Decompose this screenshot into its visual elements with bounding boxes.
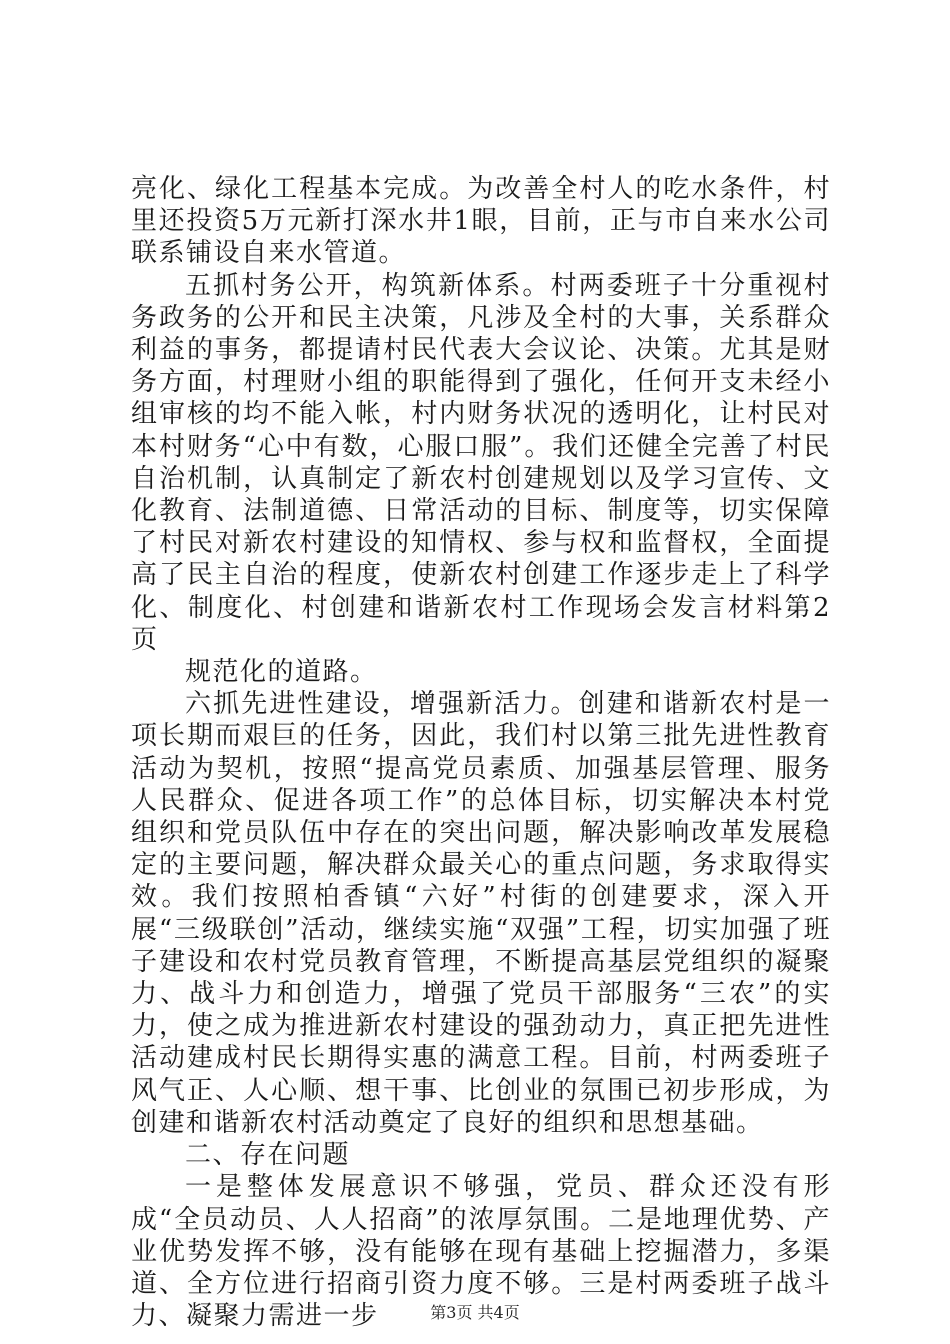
paragraph-advanced-construction: 六抓先进性建设，增强新活力。创建和谐新农村是一项长期而艰巨的任务，因此，我们村以第三批先进性教育活动为契机，按照“提高党员素质、加强基层管理、服务人民群众、促进各项工作”的总体目标，切实解决本村党组织和党员队伍中存在的突出问题，解决影响改革发展稳定的主要问题，解决群众最关心的重点问题，务求取得实效。我们按照柏香镇“六好”村街的创建要求，深入开展“三级联创”活动，继续实施“双强”工程，切实加强了班子建设和农村党员教育管理，不断提高基层党组织的凝聚力、战斗力和创造力，增强了党员干部服务“三农”的实力，使之成为推进新农村建设的强劲动力，真正把先进性活动建成村民长期得实惠的满意工程。目前，村两委班子风气正、人心顺、想干事、比创业的氛围已初步形成，为创建和谐新农村活动奠定了良好的组织和思想基础。 [131, 689, 831, 1138]
paragraph-problems: 一是整体发展意识不够强，党员、群众还没有形成“全员动员、人人招商”的浓厚氛围。二是地理优势、产业优势发挥不够，没有能够在现有基础上挖掘潜力，多渠道、全方位进行招商引资力度不够。三是村两委班子战斗力、凝聚力需进一步 [131, 1172, 831, 1332]
paragraph-standardization: 规范化的道路。 [185, 657, 378, 688]
section-heading-problems: 二、存在问题 [185, 1140, 351, 1171]
paragraph-continuation: 亮化、绿化工程基本完成。为改善全村人的吃水条件，村里还投资5万元新打深水井1眼，目前，正与市自来水公司联系铺设自来水管道。 [131, 174, 831, 269]
paragraph-village-affairs: 五抓村务公开，构筑新体系。村两委班子十分重视村务政务的公开和民主决策，凡涉及全村的大事，关系群众利益的事务，都提请村民代表大会议论、决策。尤其是财务方面，村理财小组的职能得到了强化，任何开支未经小组审核的均不能入帐，村内财务状况的透明化，让村民对本村财务“心中有数，心服口服”。我们还健全完善了村民自治机制，认真制定了新农村创建规划以及学习宣传、文化教育、法制道德、日常活动的目标、制度等，切实保障了村民对新农村建设的知情权、参与权和监督权，全面提高了民主自治的程度，使新农村创建工作逐步走上了科学化、制度化、村创建和谐新农村工作现场会发言材料第2页 [131, 270, 831, 655]
page-footer: 第3页 共4页 [430, 1303, 520, 1322]
document-body [131, 173, 831, 1332]
